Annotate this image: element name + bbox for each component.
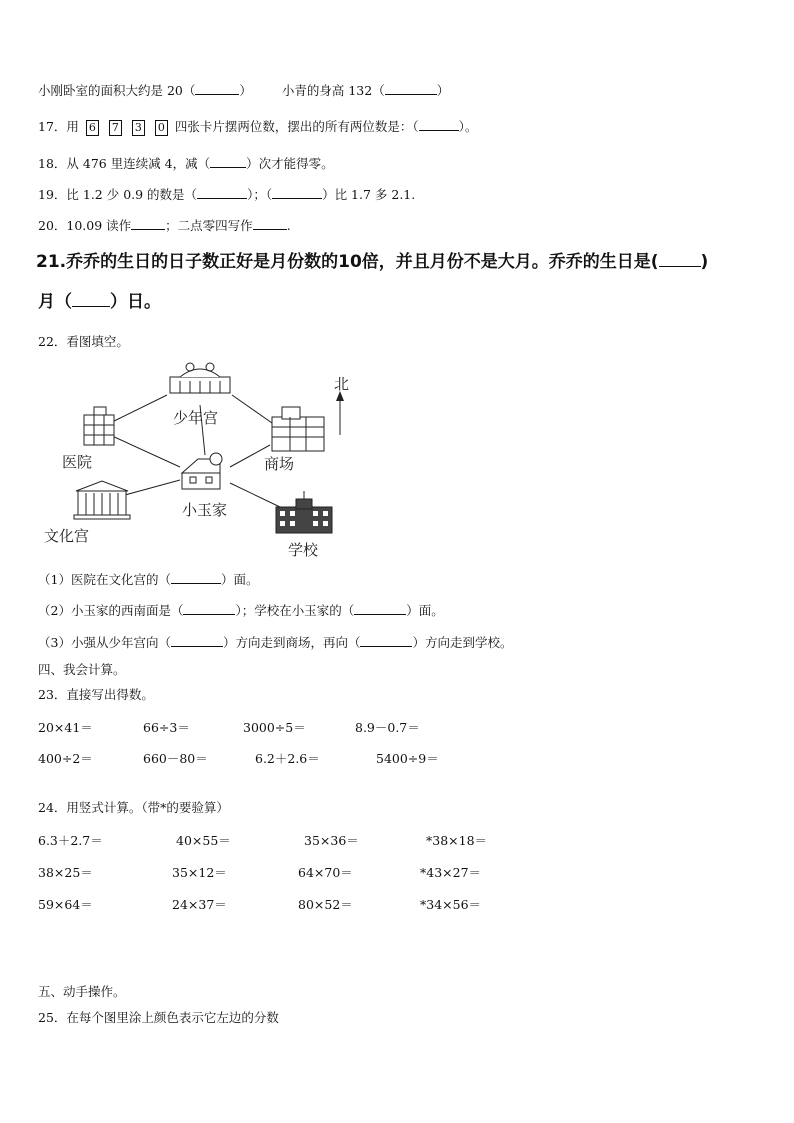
youth-palace-label: 少年宫 (173, 409, 219, 427)
answer-blank[interactable] (171, 571, 221, 584)
answer-blank[interactable] (419, 118, 459, 131)
answer-blank[interactable] (360, 634, 412, 647)
hospital-label: 医院 (62, 453, 93, 471)
vertical-calc-item: 40×55＝ (176, 833, 231, 848)
calc-item: 660－80＝ (143, 751, 208, 766)
question-18: 18．从 476 里连续减 4，减（ ）次才能得零。 (38, 156, 334, 171)
home-label: 小玉家 (182, 501, 228, 519)
north-arrow (336, 391, 344, 435)
calc-item: 5400÷9＝ (376, 751, 439, 766)
calc-item: 20×41＝ (38, 720, 93, 735)
answer-blank[interactable] (385, 82, 437, 95)
house-icon (182, 453, 222, 489)
question-21-line1: 21.乔乔的生日的日子数正好是月份数的10倍，并且月份不是大月。乔乔的生日是( ) (36, 252, 709, 272)
question-22-sub2: （2）小玉家的西南面是（ ）；学校在小玉家的（ ）面。 (38, 603, 444, 618)
vertical-calc-item: *38×18＝ (426, 833, 488, 848)
cultural-palace-label: 文化宫 (44, 527, 90, 545)
answer-blank[interactable] (183, 602, 235, 615)
answer-blank[interactable] (197, 186, 247, 199)
number-card: 6 (86, 120, 99, 136)
answer-blank[interactable] (253, 217, 287, 230)
question-25-title: 25．在每个图里涂上颜色表示它左边的分数 (38, 1010, 279, 1025)
vertical-calc-item: 80×52＝ (298, 897, 353, 912)
calc-item: 66÷3＝ (143, 720, 190, 735)
answer-blank[interactable] (272, 186, 322, 199)
north-label: 北 (334, 375, 350, 393)
number-card: 7 (109, 120, 122, 136)
cultural-palace-icon (74, 481, 130, 519)
answer-blank[interactable] (354, 602, 406, 615)
answer-blank[interactable] (195, 82, 239, 95)
vertical-calc-item: *43×27＝ (420, 865, 482, 880)
answer-blank[interactable] (72, 294, 110, 307)
question-22-title: 22．看图填空。 (38, 334, 129, 349)
section-heading-5: 五、动手操作。 (38, 984, 126, 999)
answer-blank[interactable] (210, 155, 246, 168)
number-card: 0 (155, 120, 168, 136)
calc-item: 8.9－0.7＝ (355, 720, 420, 735)
mall-label: 商场 (264, 455, 295, 473)
calc-item: 400÷2＝ (38, 751, 93, 766)
school-label: 学校 (288, 541, 319, 559)
mall-icon (272, 407, 324, 451)
question-19: 19．比 1.2 少 0.9 的数是（ ）；（ ）比 1.7 多 2.1. (38, 187, 416, 202)
vertical-calc-item: 6.3＋2.7＝ (38, 833, 103, 848)
question-22-sub1: （1）医院在文化宫的（ ）面。 (38, 572, 259, 587)
question-23-title: 23．直接写出得数。 (38, 687, 154, 702)
question-21-line2: 月（ ）日。 (38, 292, 161, 312)
vertical-calc-item: 35×12＝ (172, 865, 227, 880)
question-16-line: 小刚卧室的面积大约是 20（ ） 小青的身高 132（ ） (38, 83, 450, 98)
map-diagram (40, 355, 370, 570)
question-24-title: 24．用竖式计算。（带*的要验算） (38, 800, 229, 815)
vertical-calc-item: 35×36＝ (304, 833, 359, 848)
section-heading-4: 四、我会计算。 (38, 662, 126, 677)
vertical-calc-item: 64×70＝ (298, 865, 353, 880)
calc-item: 3000÷5＝ (243, 720, 306, 735)
answer-blank[interactable] (171, 634, 223, 647)
calc-item: 6.2＋2.6＝ (255, 751, 320, 766)
answer-blank[interactable] (131, 217, 165, 230)
question-20: 20．10.09 读作 ；二点零四写作 . (38, 218, 291, 233)
answer-blank[interactable] (659, 254, 701, 267)
hospital-icon (84, 407, 114, 445)
number-card: 3 (132, 120, 145, 136)
vertical-calc-item: *34×56＝ (420, 897, 482, 912)
youth-palace-icon (170, 363, 230, 393)
vertical-calc-item: 59×64＝ (38, 897, 93, 912)
school-icon (276, 491, 332, 533)
question-22-sub3: （3）小强从少年宫向（ ）方向走到商场，再向（ ）方向走到学校。 (38, 635, 513, 650)
question-17: 17．用 6 7 3 0 四张卡片摆两位数，摆出的所有两位数是：（ ）。 (38, 119, 478, 134)
vertical-calc-item: 38×25＝ (38, 865, 93, 880)
vertical-calc-item: 24×37＝ (172, 897, 227, 912)
